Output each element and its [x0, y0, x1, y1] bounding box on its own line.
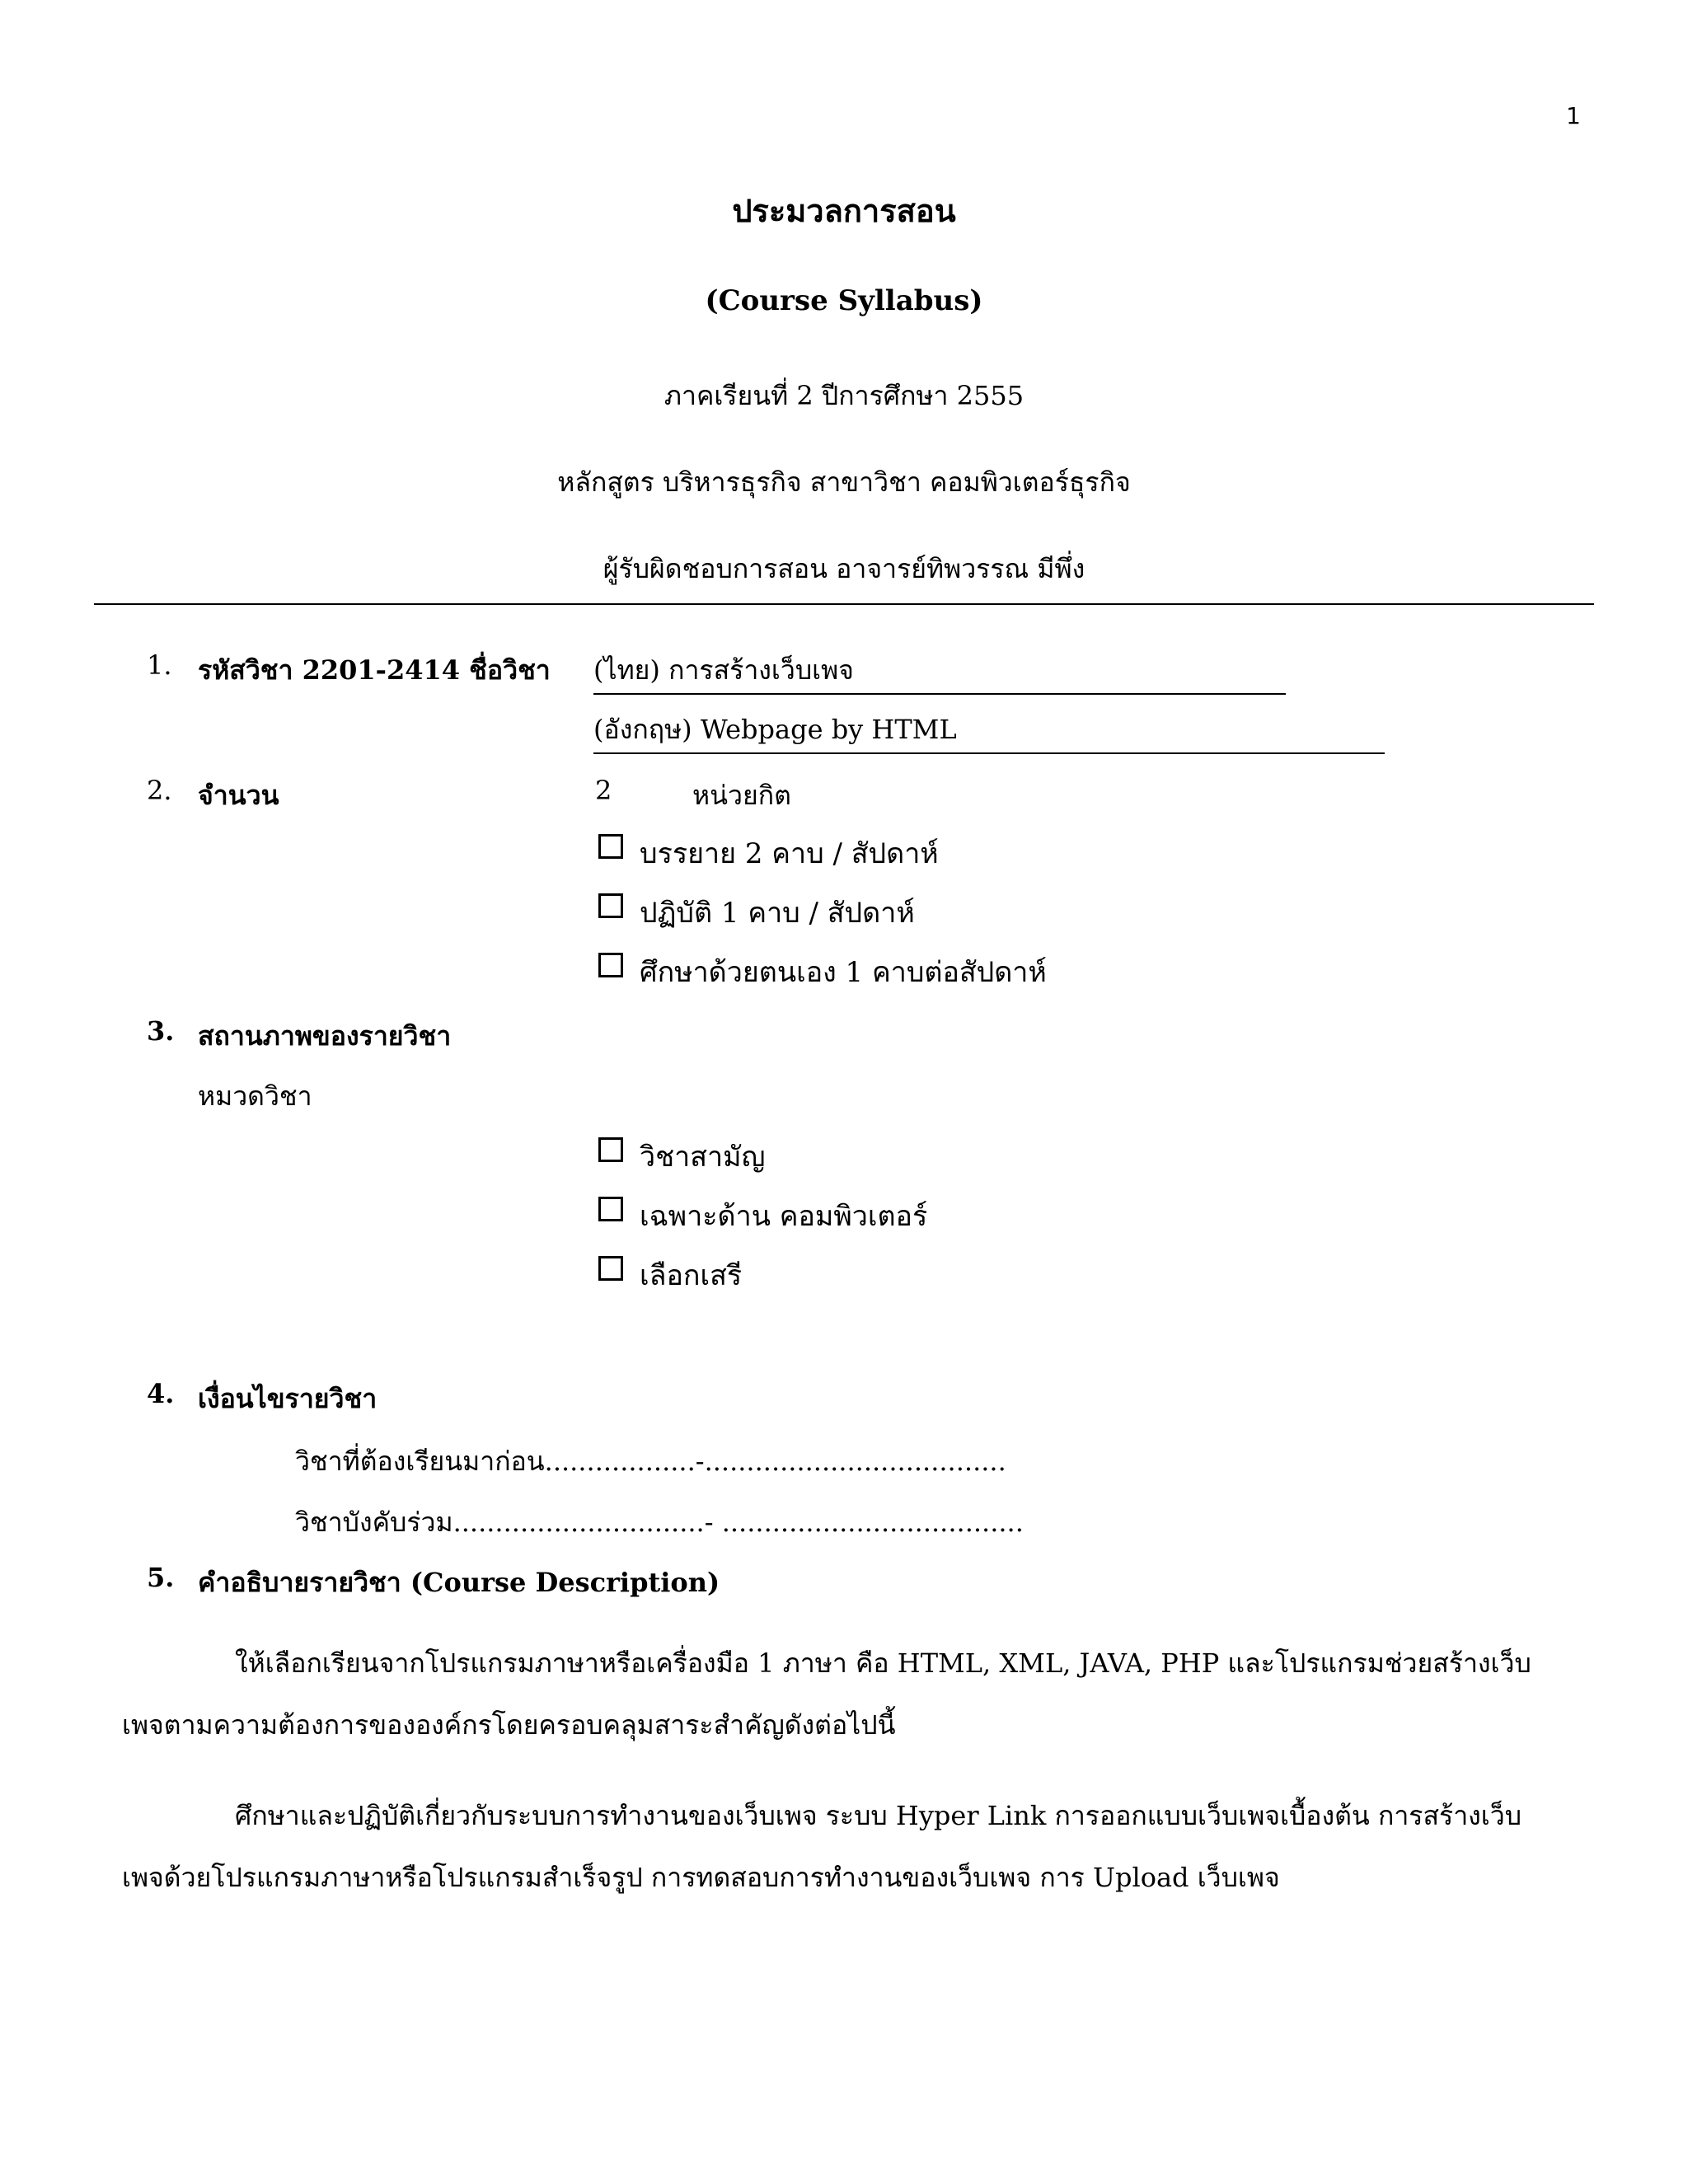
lecture-checkbox[interactable] [598, 834, 623, 859]
section3-label: สถานภาพของรายวิชา [198, 1020, 452, 1052]
self-study-checkbox[interactable] [598, 953, 623, 977]
practice-option-label: ปฏิบัติ 1 คาบ / สัปดาห์ [640, 897, 915, 930]
course-name-thai [593, 649, 1286, 695]
section5-label: คำอธิบายรายวิชา (Course Description) [198, 1567, 720, 1598]
section2-number: 2. [147, 775, 172, 806]
computer-specific-label: เฉพาะด้าน คอมพิวเตอร์ [640, 1200, 928, 1233]
practice-checkbox[interactable] [598, 893, 623, 918]
computer-specific-checkbox[interactable] [598, 1197, 623, 1221]
section3-sublabel: หมวดวิชา [198, 1080, 312, 1112]
free-elective-label: เลือกเสรี [640, 1259, 743, 1292]
general-subject-label: วิชาสามัญ [640, 1141, 766, 1174]
credits-unit: หน่วยกิต [692, 780, 791, 811]
section4-number: 4. [147, 1378, 175, 1409]
program-line: หลักสูตร บริหารธุรกิจ สาขาวิชา คอมพิวเตอร์ธุรกิจ [557, 466, 1131, 498]
lecture-option-label: บรรยาย 2 คาบ / สัปดาห์ [640, 837, 939, 870]
course-name-english-text: (อังกฤษ) Webpage by HTML [593, 709, 1385, 754]
instructor-line: ผู้รับผิดชอบการสอน อาจารย์ทิพวรรณ มีพึ่ง [603, 553, 1085, 584]
corequisite-line: วิชาบังคับร่วม..............................- .................................... [295, 1507, 1024, 1538]
section5-number: 5. [147, 1562, 175, 1593]
semester-line: ภาคเรียนที่ 2 ปีการศึกษา 2555 [663, 380, 1025, 411]
prerequisite-line: วิชาที่ต้องเรียนมาก่อน..................-.................................... [295, 1446, 1006, 1477]
section1-label: รหัสวิชา 2201-2414 ชื่อวิชา [198, 654, 551, 686]
header-divider [94, 603, 1594, 605]
description-paragraph-2-line-2: เพจด้วยโปรแกรมภาษาหรือโปรแกรมสำเร็จรูป การทดสอบการทำงานของเว็บเพจ การ Upload เว็บเพจ [122, 1862, 1280, 1893]
course-name-english [593, 709, 1385, 754]
page-number: 1 [1566, 102, 1581, 129]
section2-label: จำนวน [198, 780, 279, 811]
course-name-thai-text: (ไทย) การสร้างเว็บเพจ [593, 649, 1286, 695]
self-study-option-label: ศึกษาด้วยตนเอง 1 คาบต่อสัปดาห์ [640, 956, 1047, 989]
document-title: ประมวลการสอน [732, 192, 956, 229]
free-elective-checkbox[interactable] [598, 1256, 623, 1281]
description-paragraph-1-line-2: เพจตามความต้องการขององค์กรโดยครอบคลุมสาระสำคัญดังต่อไปนี้ [122, 1709, 896, 1741]
description-paragraph-2-line-1: ศึกษาและปฏิบัติเกี่ยวกับระบบการทำงานของเว็บเพจ ระบบ Hyper Link การออกแบบเว็บเพจเบื้องต้น การสร้างเว็บ [235, 1800, 1522, 1831]
description-paragraph-1-line-1: ให้เลือกเรียนจากโปรแกรมภาษาหรือเครื่องมือ 1 ภาษา คือ HTML, XML, JAVA, PHP และโปรแกรมช่วยสร้างเว็บ [235, 1647, 1531, 1679]
general-subject-checkbox[interactable] [598, 1137, 623, 1162]
section1-number: 1. [147, 649, 172, 681]
document-subtitle: (Course Syllabus) [705, 284, 983, 317]
section4-label: เงื่อนไขรายวิชา [198, 1383, 377, 1414]
credits-value: 2 [595, 775, 612, 806]
section3-number: 3. [147, 1015, 175, 1047]
